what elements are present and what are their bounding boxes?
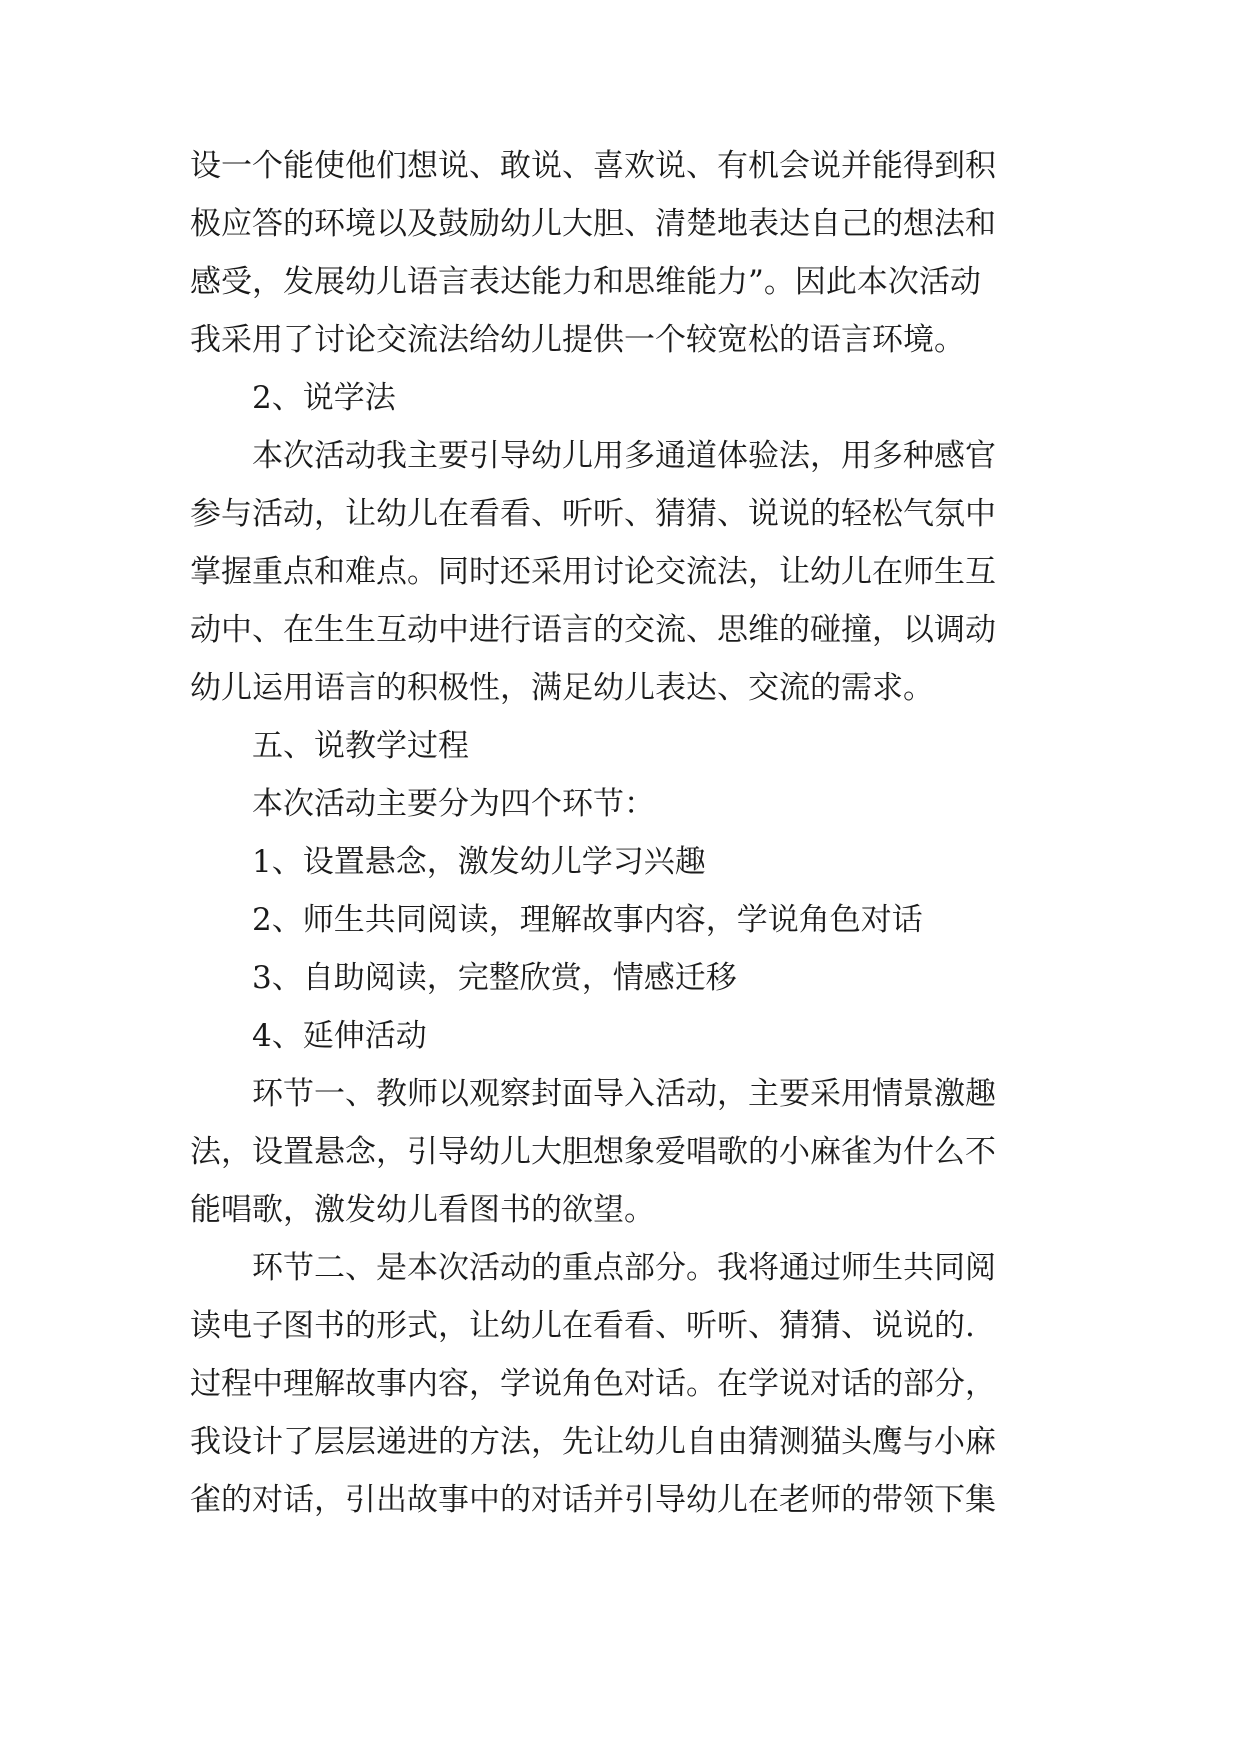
text-line: 设一个能使他们想说、敢说、喜欢说、有机会说并能得到积 xyxy=(190,148,996,184)
text-line: 本次活动我主要引导幼儿用多通道体验法，用多种感官 xyxy=(252,438,996,474)
list-item: 3、自助阅读，完整欣赏，情感迁移 xyxy=(252,960,737,996)
text-line: 法，设置悬念，引导幼儿大胆想象爱唱歌的小麻雀为什么不 xyxy=(190,1134,996,1170)
text-line: 环节二、是本次活动的重点部分。我将通过师生共同阅 xyxy=(252,1250,996,1286)
text-line: 读电子图书的形式，让幼儿在看看、听听、猜猜、说说的. xyxy=(190,1308,975,1344)
list-item: 1、设置悬念，激发幼儿学习兴趣 xyxy=(252,844,706,880)
text-line: 极应答的环境以及鼓励幼儿大胆、清楚地表达自己的想法和 xyxy=(190,206,996,242)
text-line: 能唱歌，激发幼儿看图书的欲望。 xyxy=(190,1192,655,1228)
text-line: 幼儿运用语言的积极性，满足幼儿表达、交流的需求。 xyxy=(190,670,934,706)
text-line: 参与活动，让幼儿在看看、听听、猜猜、说说的轻松气氛中 xyxy=(190,496,996,532)
text-line: 本次活动主要分为四个环节： xyxy=(252,786,655,822)
list-item: 4、延伸活动 xyxy=(252,1018,427,1054)
section-heading: 五、说教学过程 xyxy=(252,728,469,764)
text-line: 动中、在生生互动中进行语言的交流、思维的碰撞，以调动 xyxy=(190,612,996,648)
text-line: 雀的对话，引出故事中的对话并引导幼儿在老师的带领下集 xyxy=(190,1482,996,1518)
text-line: 过程中理解故事内容，学说角色对话。在学说对话的部分， xyxy=(190,1366,996,1402)
section-heading: 2、说学法 xyxy=(252,380,396,416)
text-line: 环节一、教师以观察封面导入活动，主要采用情景激趣 xyxy=(252,1076,996,1112)
text-line: 掌握重点和难点。同时还采用讨论交流法，让幼儿在师生互 xyxy=(190,554,996,590)
text-line: 感受，发展幼儿语言表达能力和思维能力”。因此本次活动 xyxy=(190,264,981,300)
list-item: 2、师生共同阅读，理解故事内容，学说角色对话 xyxy=(252,902,923,938)
text-line: 我采用了讨论交流法给幼儿提供一个较宽松的语言环境。 xyxy=(190,322,965,358)
text-line: 我设计了层层递进的方法，先让幼儿自由猜测猫头鹰与小麻 xyxy=(190,1424,996,1460)
